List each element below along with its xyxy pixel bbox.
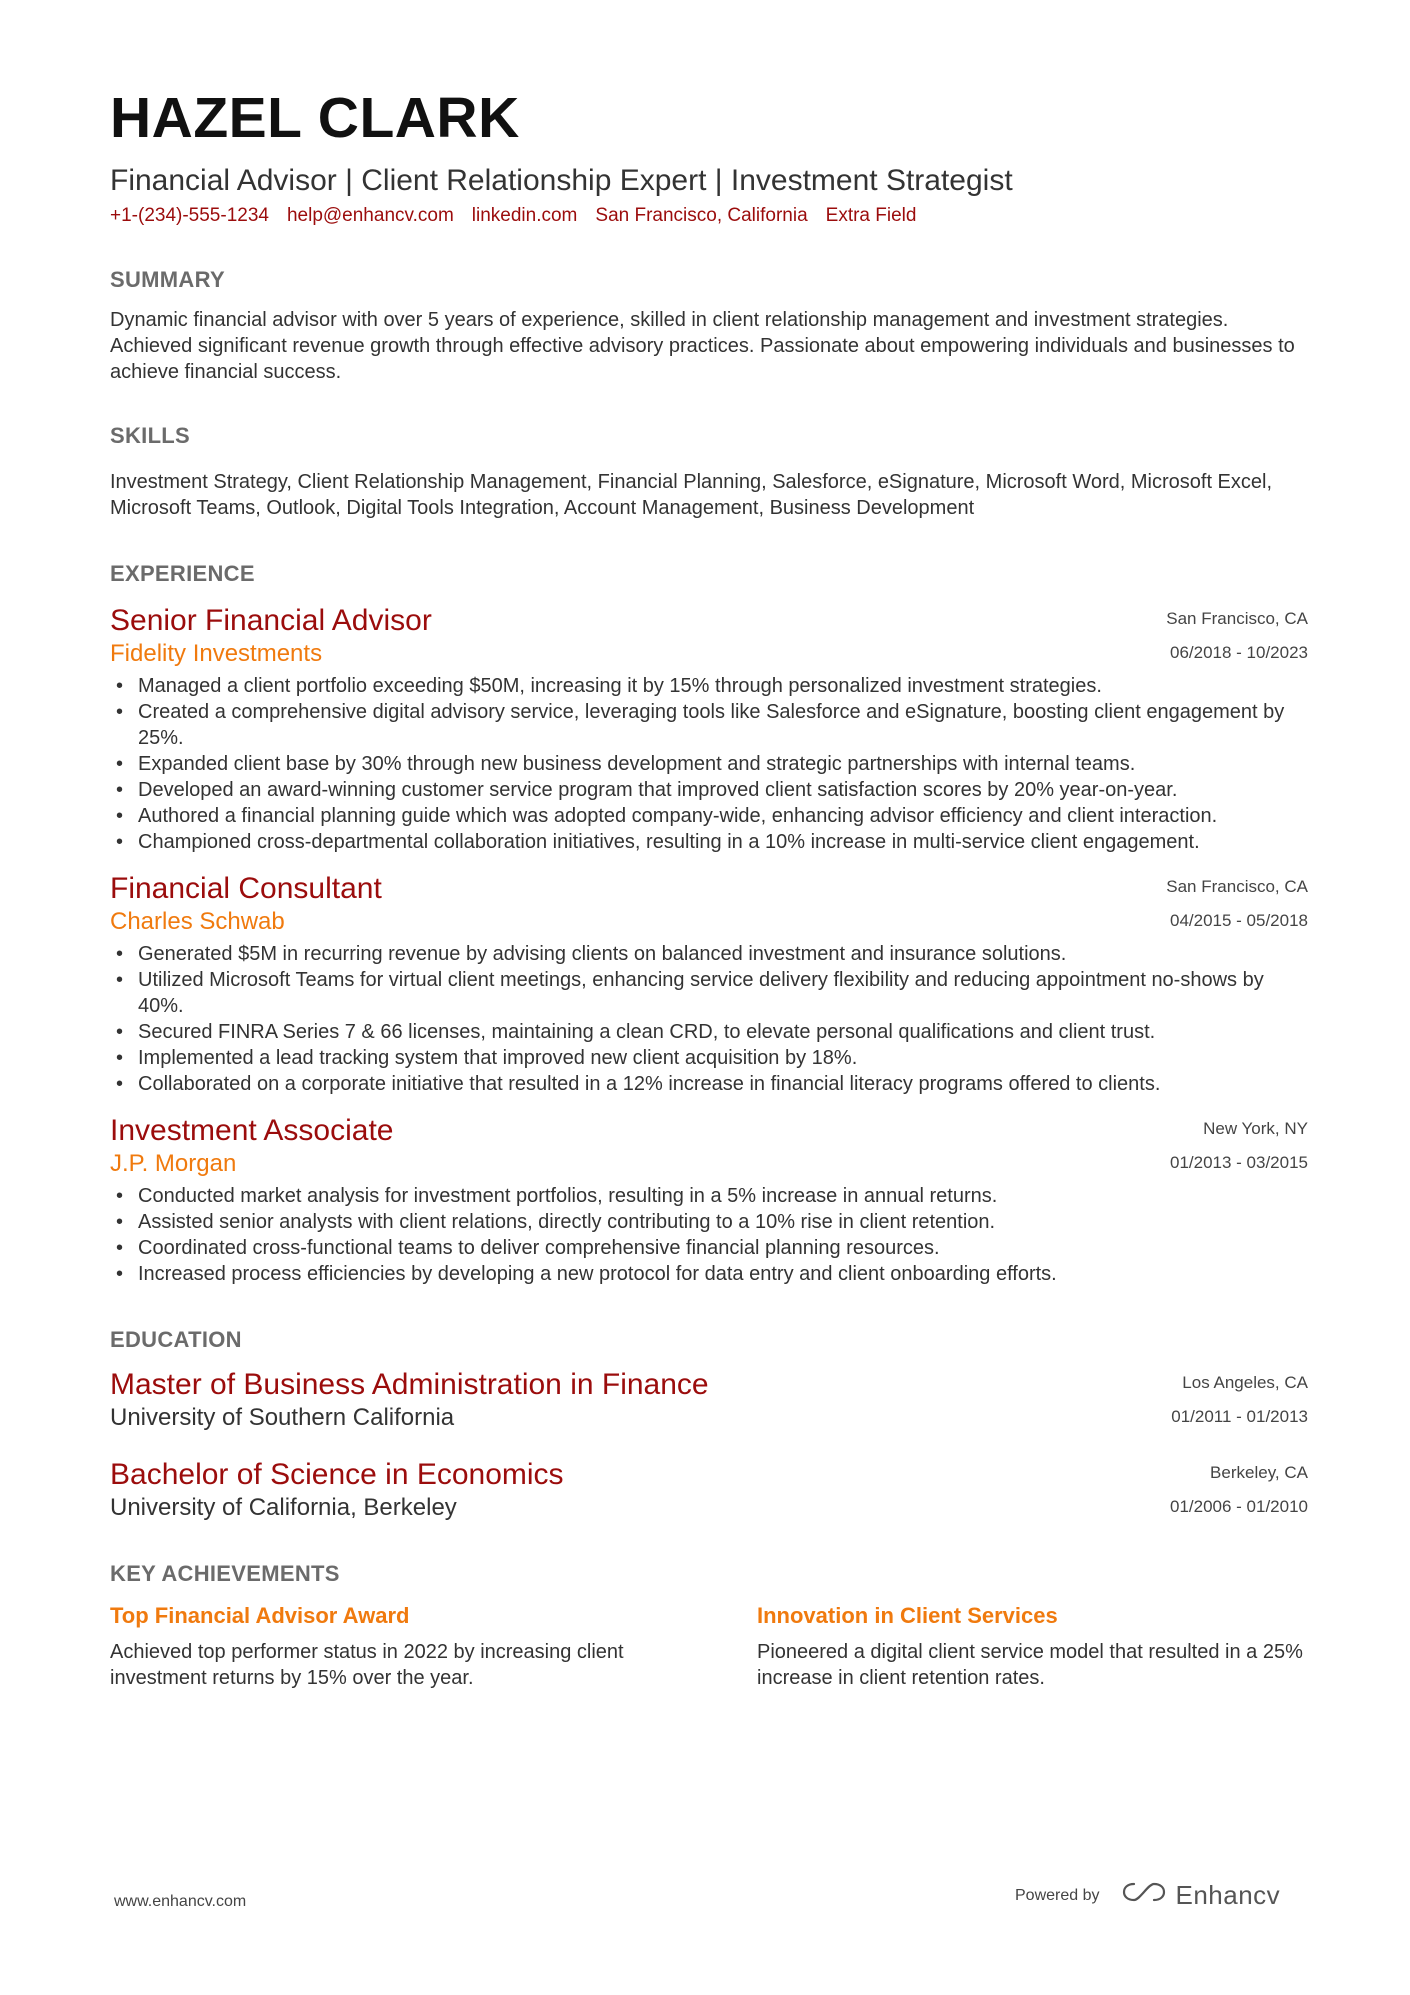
list-item: • Conducted market analysis for investment portfolios, resulting in a 5% increase in annual returns. [110,1183,1308,1209]
job-bullets [110,941,1308,1097]
achievement-description: Pioneered a digital client service model that resulted in a 25% increase in client retention rates. [757,1641,1303,1689]
degree-title: Bachelor of Science in Economics [110,1458,564,1491]
list-item: • Coordinated cross-functional teams to deliver comprehensive financial planning resources. [110,1235,1308,1261]
education-dates: 01/2006 - 01/2010 [1169,1497,1308,1516]
section-title-summary: SUMMARY [110,267,225,292]
achievement-title: Innovation in Client Services [757,1603,1058,1628]
school-name: University of California, Berkeley [110,1494,457,1521]
achievements-section [110,1561,1308,1691]
list-item: • Secured FINRA Series 7 & 66 licenses, maintaining a clean CRD, to elevate personal qualifications and client trust. [110,1019,1308,1045]
list-item: • Increased process efficiencies by developing a new protocol for data entry and client onboarding efforts. [110,1261,1308,1287]
list-item: • Developed an award-winning customer service program that improved client satisfaction scores by 20% year-on-year. [110,777,1308,803]
list-item: • Expanded client base by 30% through new business development and strategic partnerships with internal teams. [110,751,1308,777]
job-location: New York, NY [1203,1119,1308,1138]
education-location: Berkeley, CA [1210,1463,1308,1482]
skills-text: Investment Strategy, Client Relationship Management, Financial Planning, Salesforce, eSignature, Microsoft Word, Microsoft Excel, Microsoft Teams, Outlook, Digital Tools Integration, Account Management, Business Development [110,471,1273,519]
contact-phone[interactable]: +1-(234)-555-1234 [110,205,269,226]
job-meta [1166,603,1308,671]
education-meta [1170,1457,1308,1525]
achievement-title: Top Financial Advisor Award [110,1603,410,1628]
list-item: • Championed cross-departmental collaboration initiatives, resulting in a 10% increase in multi-service client engagement. [110,829,1308,855]
job-meta [1170,1113,1308,1181]
company-name: J.P. Morgan [110,1150,237,1177]
company-name: Fidelity Investments [110,640,323,667]
job-title: Investment Associate [110,1114,394,1147]
skills-section [110,423,1308,521]
list-item: • Created a comprehensive digital advisory service, leveraging tools like Salesforce and eSignature, boosting client engagement by 25%. [110,699,1308,751]
list-item: • Generated $5M in recurring revenue by advising clients on balanced investment and insurance solutions. [110,941,1308,967]
section-title-experience: EXPERIENCE [110,561,255,586]
headline: Financial Advisor | Client Relationship Expert | Investment Strategist [110,164,1013,197]
job-bullets [110,1183,1308,1287]
education-entry [110,1457,1308,1523]
education-section [110,1327,1308,1523]
footer-website[interactable]: www.enhancv.com [114,1893,247,1910]
contact-email[interactable]: help@enhancv.com [286,205,454,226]
job-dates: 06/2018 - 10/2023 [1169,643,1308,662]
education-location: Los Angeles, CA [1182,1373,1308,1392]
job-dates: 01/2013 - 03/2015 [1169,1153,1308,1172]
summary-text: Dynamic financial advisor with over 5 years of experience, skilled in client relationship management and investment strategies. Achieved significant revenue growth through effective advisory practices. Passionate about empowering individuals and businesses to achieve financial success. [110,309,1295,383]
powered-by-label: Powered by [1015,1886,1100,1904]
footer-branding [1015,1880,1280,1911]
list-item: • Utilized Microsoft Teams for virtual client meetings, enhancing service delivery flexibility and reducing appointment no-shows by 40%. [110,967,1308,1019]
degree-title: Master of Business Administration in Finance [110,1368,709,1401]
achievement-item [110,1601,661,1691]
contact-linkedin[interactable]: linkedin.com [471,205,578,226]
education-dates: 01/2011 - 01/2013 [1171,1407,1308,1426]
list-item: • Managed a client portfolio exceeding $50M, increasing it by 15% through personalized investment strategies. [110,673,1308,699]
enhancv-logo-icon [1122,1880,1166,1911]
resume-page [110,86,1308,1691]
school-name: University of Southern California [110,1404,455,1431]
company-name: Charles Schwab [110,908,285,935]
section-title-education: EDUCATION [110,1327,242,1352]
job-bullets [110,673,1308,855]
list-item: • Assisted senior analysts with client relations, directly contributing to a 10% rise in client retention. [110,1209,1308,1235]
achievement-item [757,1601,1308,1691]
job-location: San Francisco, CA [1166,877,1308,896]
experience-entry [110,871,1308,1097]
brand-name: Enhancv [1175,1880,1281,1910]
list-item: • Authored a financial planning guide which was adopted company-wide, enhancing advisor efficiency and client interaction. [110,803,1308,829]
section-title-skills: SKILLS [110,423,191,448]
section-title-achievements: KEY ACHIEVEMENTS [110,1561,340,1586]
list-item: • Implemented a lead tracking system that improved new client acquisition by 18%. [110,1045,1308,1071]
achievements-grid [110,1601,1308,1691]
job-dates: 04/2015 - 05/2018 [1169,911,1308,930]
education-entry [110,1367,1308,1433]
job-title: Senior Financial Advisor [110,604,432,637]
contact-extra-field: Extra Field [825,205,917,226]
experience-entry [110,603,1308,855]
contact-location: San Francisco, California [595,205,808,226]
contact-info [110,205,1308,227]
candidate-name: HAZEL CLARK [110,86,520,150]
education-meta [1171,1367,1308,1435]
job-meta [1166,871,1308,939]
achievement-description: Achieved top performer status in 2022 by increasing client investment returns by 15% over the year. [110,1641,624,1689]
job-location: San Francisco, CA [1166,609,1308,628]
experience-entry [110,1113,1308,1287]
brand-logo[interactable] [1122,1880,1281,1911]
experience-section [110,561,1308,1287]
summary-section [110,267,1308,385]
job-title: Financial Consultant [110,872,382,905]
list-item: • Collaborated on a corporate initiative that resulted in a 12% increase in financial literacy programs offered to clients. [110,1071,1308,1097]
